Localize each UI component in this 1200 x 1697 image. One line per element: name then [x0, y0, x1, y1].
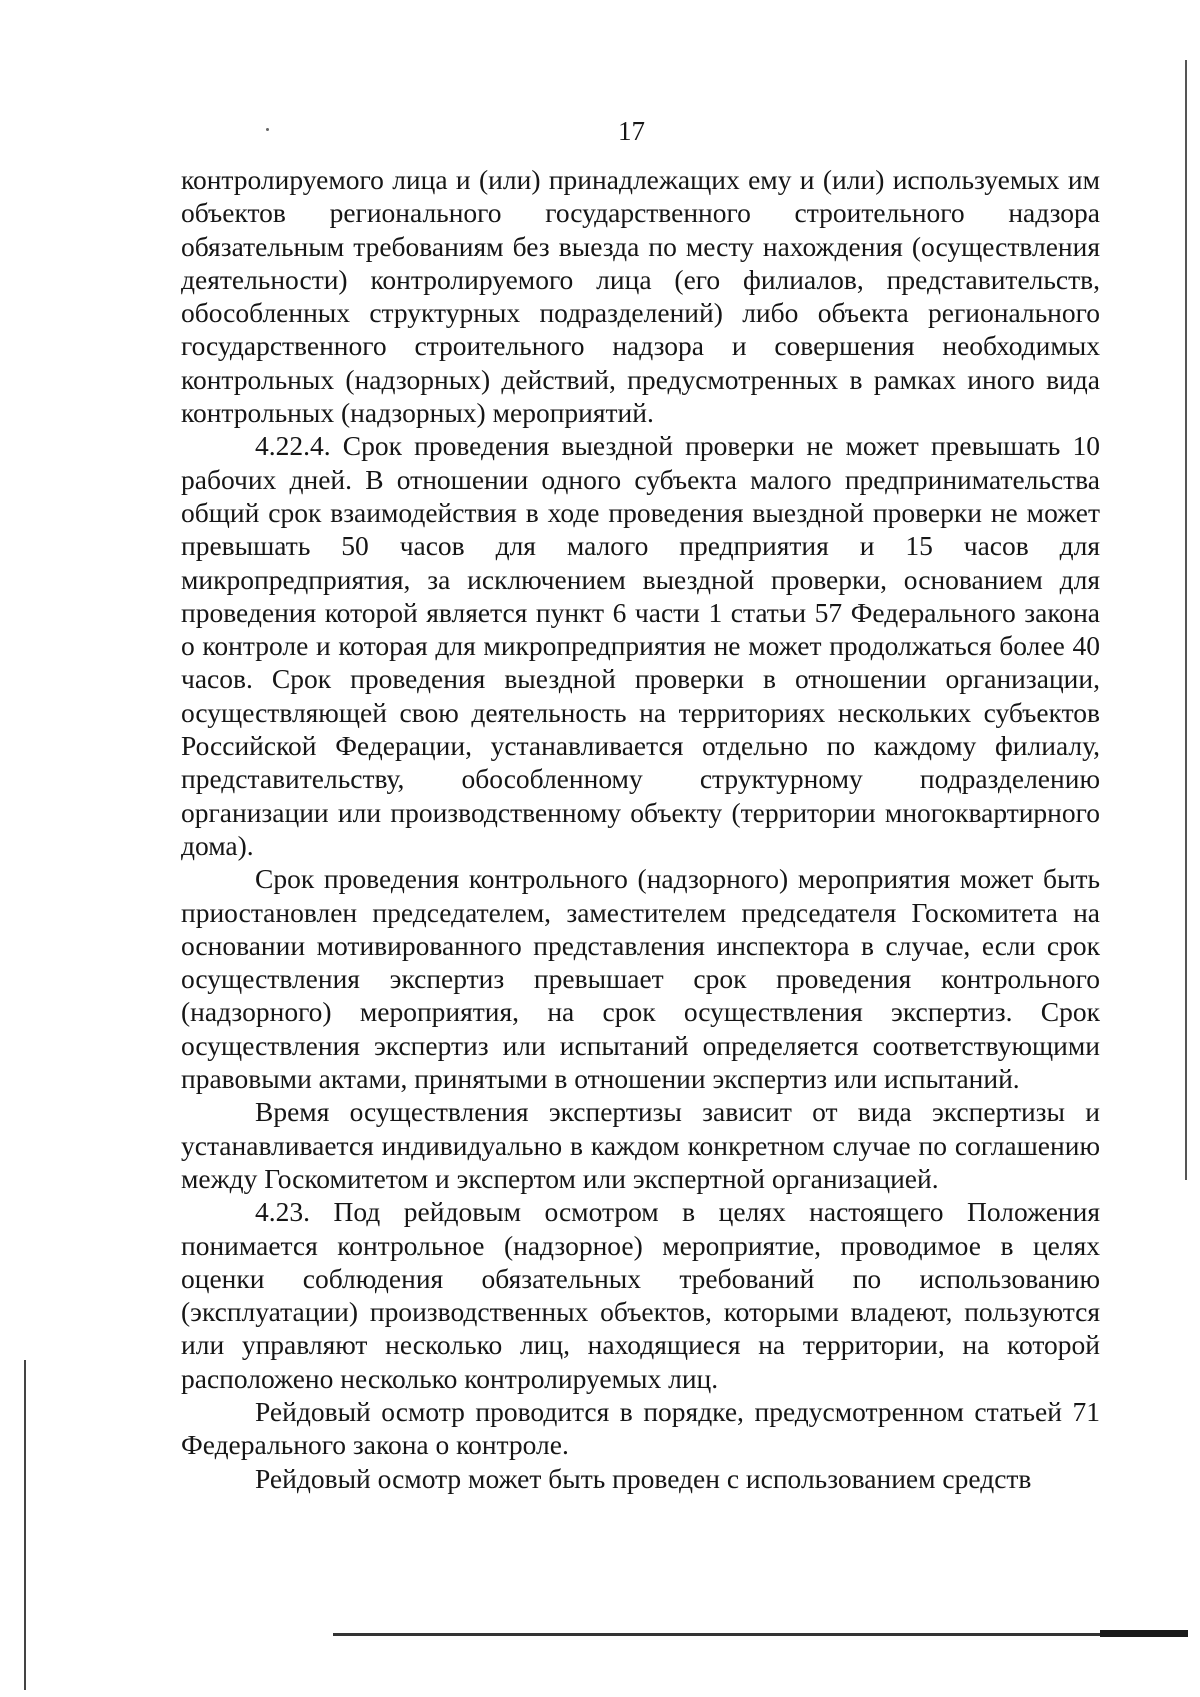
page-right-edge — [1185, 60, 1187, 1180]
paragraph-raid-procedure: Рейдовый осмотр проводится в порядке, предусмотренном статьей 71 Федерального закона о контроле. — [181, 1395, 1100, 1461]
bottom-rule — [333, 1633, 1188, 1636]
paragraph-4-22-4: 4.22.4. Срок проведения выездной проверки не может превышать 10 рабочих дней. В отношении одного субъекта малого предпринимательства общий срок взаимодействия в ходе проведения выездной проверки не может превышать 50 часов для малого предприятия и 15 часов для микропредприятия, за исключением выездной проверки, основанием для проведения которой является пункт 6 части 1 статьи 57 Федерального закона о контроле и которая для микропредприятия не может продолжаться более 40 часов. Срок проведения выездной проверки в отношении организации, осуществляющей свою деятельность на территориях нескольких субъектов Российской Федерации, устанавливается отдельно по каждому филиалу, представительству, обособленному структурному подразделению организации или производственному объекту (территории многоквартирного дома). — [181, 430, 1100, 861]
bottom-rule-thick — [1100, 1630, 1188, 1637]
paragraph-continuation: контролируемого лица и (или) принадлежащих ему и (или) используемых им объектов регионального государственного строительного надзора обязательным требованиям без выезда по месту нахождения (осуществления деятельности) контролируемого лица (его филиалов, представительств, обособленных структурных подразделений) либо объекта регионального государственного строительного надзора и совершения необходимых контрольных (надзорных) действий, предусмотренных в рамках иного вида контрольных (надзорных) мероприятий. — [181, 164, 1100, 429]
scan-speck — [266, 128, 269, 131]
paragraph-suspension: Срок проведения контрольного (надзорного) мероприятия может быть приостановлен председателем, заместителем председателя Госкомитета на основании мотивированного представления инспектора в случае, если срок осуществления экспертиз превышает срок проведения контрольного (надзорного) мероприятия, на срок осуществления экспертиз. Срок осуществления экспертиз или испытаний определяется соответствующими правовыми актами, принятыми в отношении экспертиз или испытаний. — [181, 863, 1100, 1095]
paragraph-4-23: 4.23. Под рейдовым осмотром в целях настоящего Положения понимается контрольное (надзорное) мероприятие, проводимое в целях оценки соблюдения обязательных требований по использованию (эксплуатации) производственных объектов, которыми владеют, пользуются или управляют несколько лиц, находящиеся на территории, на которой расположено несколько контролируемых лиц. — [181, 1196, 1100, 1394]
page-left-edge — [24, 1360, 26, 1690]
document-body — [181, 163, 1100, 1495]
paragraph-expertise-time: Время осуществления экспертизы зависит от вида экспертизы и устанавливается индивидуально в каждом конкретном случае по соглашению между Госкомитетом и экспертом или экспертной организацией. — [181, 1096, 1100, 1194]
page-number: 17 — [618, 116, 645, 146]
paragraph-raid-means: Рейдовый осмотр может быть проведен с использованием средств — [255, 1462, 1032, 1494]
